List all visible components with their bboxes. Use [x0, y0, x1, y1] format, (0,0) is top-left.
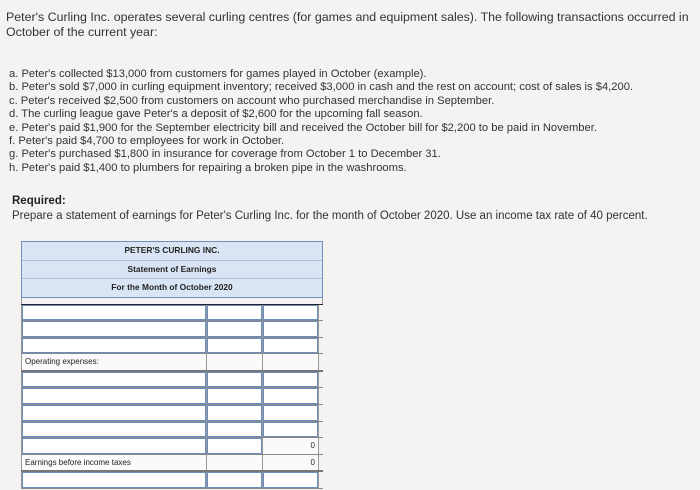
amount-input[interactable]	[207, 338, 263, 354]
amount-input[interactable]	[207, 305, 263, 321]
statement-period: For the Month of October 2020	[111, 282, 233, 292]
total-operating-expenses-value: 0	[263, 438, 319, 454]
total-input[interactable]	[263, 305, 319, 321]
line-item-input[interactable]	[21, 321, 207, 337]
total-input[interactable]	[263, 321, 319, 337]
required-label: Required:	[12, 195, 66, 207]
amount-input[interactable]	[207, 472, 263, 488]
required-text: Prepare a statement of earnings for Peter's Curling Inc. for the month of October 2020. Use an income tax rate of 40 percent.	[12, 210, 648, 222]
problem-intro: Peter's Curling Inc. operates several curling centres (for games and equipment sales). The following transactions occurred in October of the current year:	[6, 10, 689, 39]
transaction-item: h. Peter's paid $1,400 to plumbers for repairing a broken pipe in the washrooms.	[9, 161, 407, 174]
company-name: PETER'S CURLING INC.	[22, 242, 322, 261]
table-row	[21, 338, 323, 355]
amount-input[interactable]	[207, 422, 263, 438]
transaction-item: d. The curling league gave Peter's a deposit of $2,600 for the upcoming fall season.	[9, 108, 423, 121]
statement-header	[21, 241, 323, 298]
transaction-item: e. Peter's paid $1,900 for the September electricity bill and received the October bill for $2,200 to be paid in November.	[9, 121, 597, 134]
total-input[interactable]	[263, 388, 319, 404]
table-row	[21, 422, 323, 439]
total-input[interactable]	[263, 372, 319, 388]
transaction-list	[9, 68, 689, 175]
total-input[interactable]	[263, 472, 319, 488]
transaction-item: b. Peter's sold $7,000 in curling equipment inventory; received $3,000 in cash and the rest on account; cost of sales is $4,200.	[9, 81, 634, 94]
amount-input[interactable]	[207, 405, 263, 421]
amount-input[interactable]	[207, 438, 263, 454]
operating-expenses-label: Operating expenses:	[21, 354, 207, 370]
statement-grid	[21, 304, 323, 490]
line-item-input[interactable]	[21, 388, 207, 404]
amount-input[interactable]	[207, 388, 263, 404]
table-row	[21, 372, 323, 389]
earnings-before-tax-label: Earnings before income taxes	[21, 455, 207, 471]
total-input[interactable]	[263, 422, 319, 438]
earnings-before-tax-value: 0	[263, 455, 319, 471]
line-item-input[interactable]	[21, 405, 207, 421]
line-item-input[interactable]	[21, 422, 207, 438]
table-row	[21, 455, 323, 473]
transaction-item: c. Peter's received $2,500 from customers on account who purchased merchandise in September.	[9, 94, 495, 107]
table-row	[21, 438, 323, 455]
amount-input[interactable]	[207, 321, 263, 337]
statement-title: Statement of Earnings	[22, 261, 322, 280]
line-item-input[interactable]	[21, 438, 207, 454]
total-input[interactable]	[263, 405, 319, 421]
line-item-input[interactable]	[21, 305, 207, 321]
statement-of-earnings-table	[21, 241, 323, 489]
total-input[interactable]	[263, 338, 319, 354]
amount-input[interactable]	[207, 372, 263, 388]
table-row	[21, 405, 323, 422]
line-item-input[interactable]	[21, 338, 207, 354]
table-row	[21, 388, 323, 405]
transaction-item: g. Peter's purchased $1,800 in insurance for coverage from October 1 to December 31.	[9, 148, 441, 161]
table-row	[21, 305, 323, 322]
line-item-input[interactable]	[21, 472, 207, 488]
transaction-item: a. Peter's collected $13,000 from customers for games played in October (example).	[9, 68, 427, 80]
transaction-item: f. Peter's paid $4,700 to employees for work in October.	[9, 135, 285, 148]
line-item-input[interactable]	[21, 372, 207, 388]
table-row	[21, 472, 323, 489]
table-row	[21, 354, 323, 372]
table-row	[21, 321, 323, 338]
